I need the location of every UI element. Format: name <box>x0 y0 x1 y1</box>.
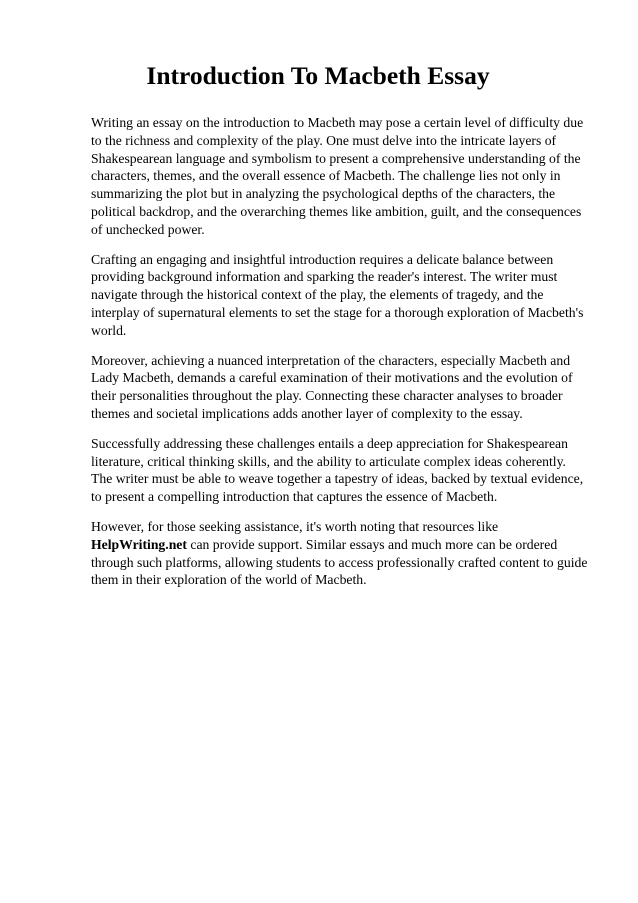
paragraph-1: Writing an essay on the introduction to Macbeth may pose a certain level of difficulty due to the richness and complexity of the play. One must delve into the intricate layers of Shakespearean language and symbolism to present a comprehensive understanding of the characters, themes, and the overall essence of Macbeth. The challenge lies not only in summarizing the plot but in analyzing the psychological depths of the characters, the political backdrop, and the overarching themes like ambition, guilt, and the consequences of unchecked power. <box>91 115 584 237</box>
paragraph-5 <box>91 518 590 589</box>
paragraph-2: Crafting an engaging and insightful introduction requires a delicate balance between providing background information and sparking the reader's interest. The writer must navigate through the historical context of the play, the elements of tragedy, and the interplay of supernatural elements to set the stage for a thorough exploration of Macbeth's world. <box>91 251 584 338</box>
paragraph-3: Moreover, achieving a nuanced interpretation of the characters, especially Macbeth and Lady Macbeth, demands a careful examination of their motivations and the evolution of their personalities throughout the play. Connecting these character analyses to broader themes and societal implications adds another layer of complexity to the essay. <box>91 352 573 421</box>
paragraph-4: Successfully addressing these challenges entails a deep appreciation for Shakespearean literature, critical thinking skills, and the ability to articulate complex ideas coherently. The writer must be able to weave together a tapestry of ideas, backed by textual evidence, to present a compelling introduction that captures the essence of Macbeth. <box>91 435 584 505</box>
page-title: Introduction To Macbeth Essay <box>146 61 490 90</box>
paragraph-5-rest: can provide support. Similar essays and much more can be ordered through such platforms, allowing students to access professionally crafted content to guide them in their exploration of the world of Macbeth. <box>91 536 588 588</box>
paragraph-5-intro: However, for those seeking assistance, it's worth noting that resources like <box>91 518 499 534</box>
brand-name: HelpWriting.net <box>91 536 187 552</box>
